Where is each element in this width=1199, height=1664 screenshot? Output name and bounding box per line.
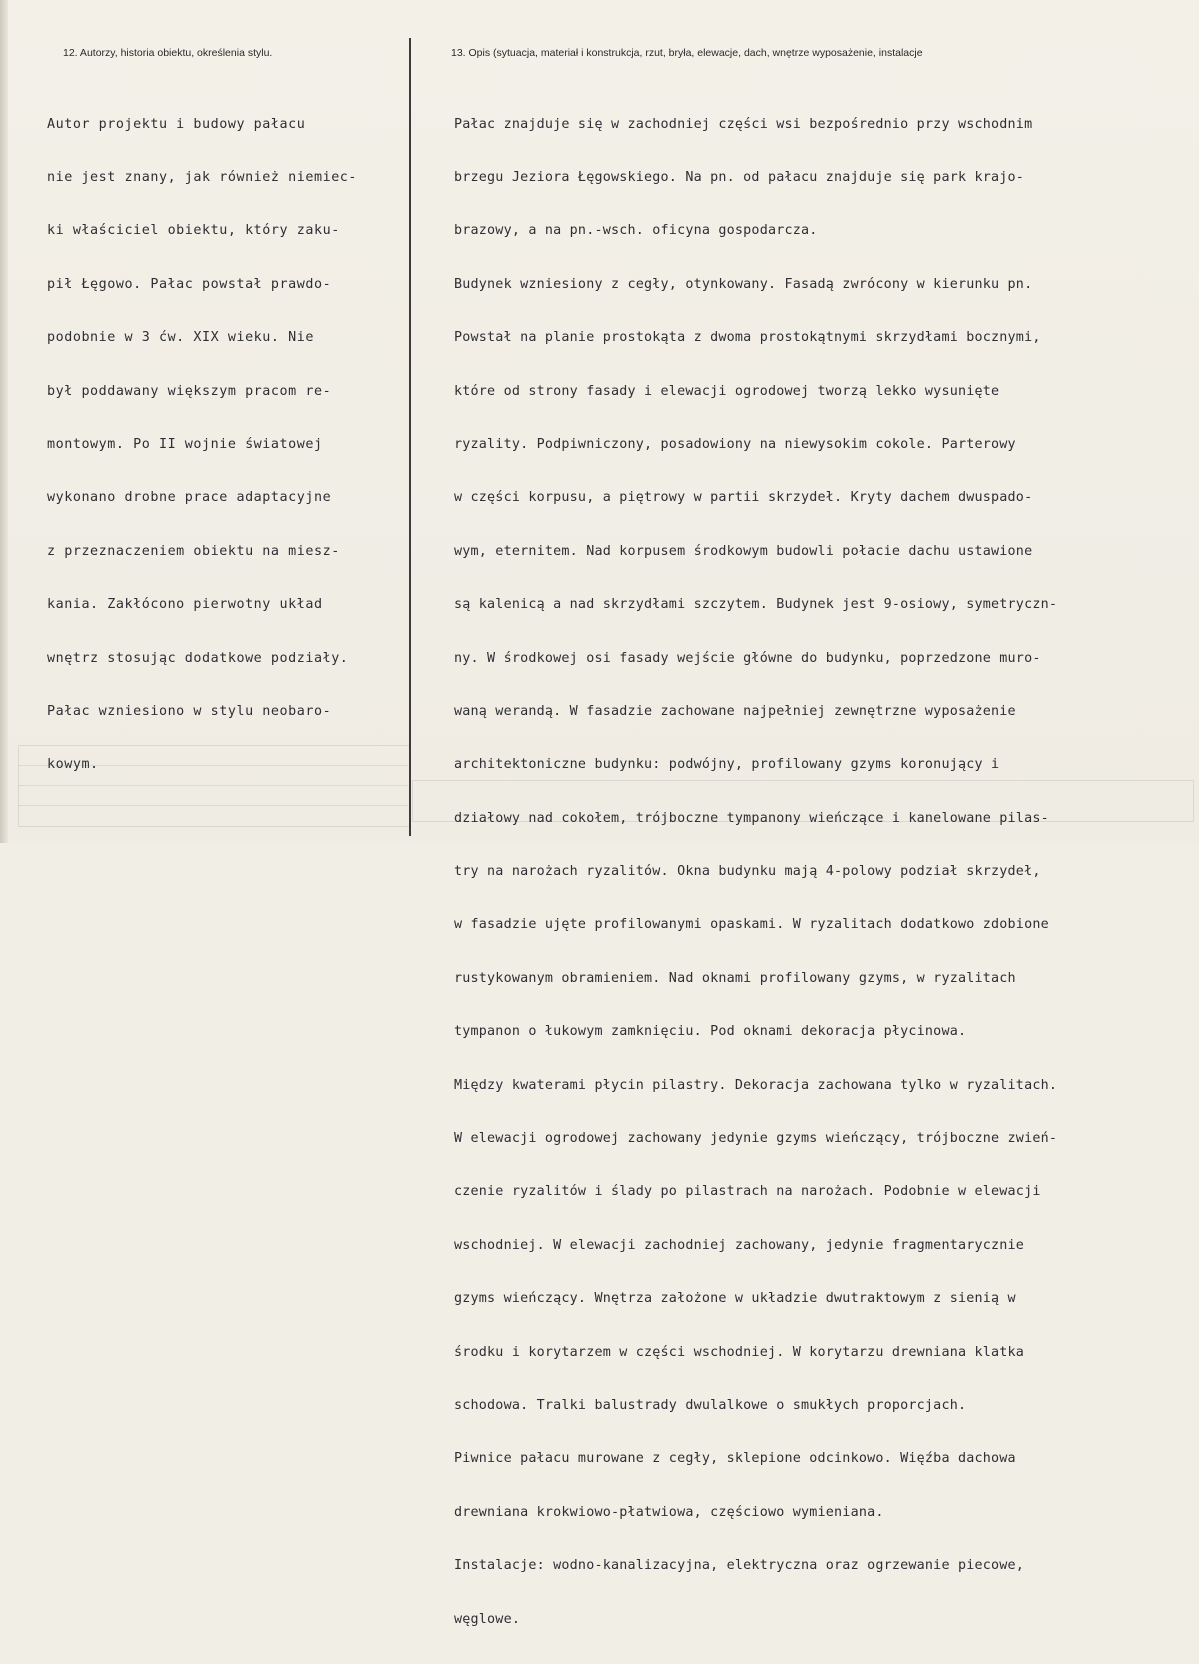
text-line: Autor projektu i budowy pałacu bbox=[47, 116, 306, 132]
text-line: działowy nad cokołem, trójboczne tympanony wieńczące i kanelowane pilas- bbox=[454, 810, 1049, 826]
text-line: montowym. Po II wojnie światowej bbox=[47, 436, 323, 452]
text-line: kania. Zakłócono pierwotny układ bbox=[47, 597, 323, 613]
text-line: waną werandą. W fasadzie zachowane najpełniej zewnętrzne wyposażenie bbox=[454, 703, 1016, 719]
text-line: Instalacje: wodno-kanalizacyjna, elektryczna oraz ogrzewanie piecowe, bbox=[454, 1558, 1025, 1574]
text-line: są kalenicą a nad skrzydłami szczytem. Budynek jest 9-osiowy, symetryczn- bbox=[454, 597, 1058, 613]
text-line: nie jest znany, jak również niemiec- bbox=[47, 169, 358, 185]
text-line: węglowe. bbox=[454, 1611, 521, 1627]
text-line: był poddawany większym pracom re- bbox=[47, 383, 332, 399]
section-13-header: 13. Opis (sytuacja, materiał i konstrukcja, rzut, bryła, elewacje, dach, wnętrze wyposażenie, instalacje bbox=[451, 47, 923, 59]
history-text-block bbox=[47, 80, 357, 810]
text-line: brzegu Jeziora Łęgowskiego. Na pn. od pałacu znajduje się park krajo- bbox=[454, 169, 1025, 185]
text-line: wym, eternitem. Nad korpusem środkowym budowli połacie dachu ustawione bbox=[454, 543, 1033, 559]
description-text-block bbox=[454, 80, 1057, 1664]
text-line: schodowa. Tralki balustrady dwulalkowe o smukłych proporcjach. bbox=[454, 1397, 967, 1413]
paper-edge-shadow bbox=[0, 0, 8, 843]
text-line: Pałac znajduje się w zachodniej części wsi bezpośrednio przy wschodnim bbox=[454, 116, 1033, 132]
text-line: W elewacji ogrodowej zachowany jedynie gzyms wieńczący, trójboczne zwień- bbox=[454, 1131, 1058, 1147]
text-line: pił Łęgowo. Pałac powstał prawdo- bbox=[47, 276, 332, 292]
text-line: try na narożach ryzalitów. Okna budynku mają 4-polowy podział skrzydeł, bbox=[454, 864, 1041, 880]
text-line: ny. W środkowej osi fasady wejście główne do budynku, poprzedzone muro- bbox=[454, 650, 1041, 666]
text-line: w fasadzie ujęte profilowanymi opaskami. W ryzalitach dodatkowo zdobione bbox=[454, 917, 1049, 933]
text-line: ki właściciel obiektu, który zaku- bbox=[47, 223, 340, 239]
text-line: architektoniczne budynku: podwójny, profilowany gzyms koronujący i bbox=[454, 757, 1000, 773]
text-line: wykonano drobne prace adaptacyjne bbox=[47, 490, 332, 506]
text-line: Między kwaterami płycin pilastry. Dekoracja zachowana tylko w ryzalitach. bbox=[454, 1077, 1058, 1093]
text-line: w części korpusu, a piętrowy w partii skrzydeł. Kryty dachem dwuspado- bbox=[454, 490, 1033, 506]
text-line: Piwnice pałacu murowane z cegły, sklepione odcinkowo. Więźba dachowa bbox=[454, 1451, 1016, 1467]
section-12-header: 12. Autorzy, historia obiektu, określenia stylu. bbox=[63, 47, 273, 59]
text-line: Pałac wzniesiono w stylu neobaro- bbox=[47, 703, 332, 719]
text-line: z przeznaczeniem obiektu na miesz- bbox=[47, 543, 340, 559]
text-line: środku i korytarzem w części wschodniej. W korytarzu drewniana klatka bbox=[454, 1344, 1025, 1360]
text-line: brazowy, a na pn.-wsch. oficyna gospodarcza. bbox=[454, 223, 818, 239]
text-line: drewniana krokwiowo-płatwiowa, częściowo wymieniana. bbox=[454, 1504, 884, 1520]
text-line: gzyms wieńczący. Wnętrza założone w układzie dwutraktowym z sienią w bbox=[454, 1291, 1016, 1307]
column-divider bbox=[409, 38, 411, 836]
text-line: wnętrz stosując dodatkowe podziały. bbox=[47, 650, 349, 666]
text-line: podobnie w 3 ćw. XIX wieku. Nie bbox=[47, 330, 314, 346]
text-line: rustykowanym obramieniem. Nad oknami profilowany gzyms, w ryzalitach bbox=[454, 970, 1016, 986]
text-line: wschodniej. W elewacji zachodniej zachowany, jedynie fragmentarycznie bbox=[454, 1237, 1025, 1253]
text-line: czenie ryzalitów i ślady po pilastrach na narożach. Podobnie w elewacji bbox=[454, 1184, 1041, 1200]
text-line: tympanon o łukowym zamknięciu. Pod oknami dekoracja płycinowa. bbox=[454, 1024, 967, 1040]
text-line: Budynek wzniesiony z cegły, otynkowany. Fasadą zwrócony w kierunku pn. bbox=[454, 276, 1033, 292]
text-line: ryzality. Podpiwniczony, posadowiony na niewysokim cokole. Parterowy bbox=[454, 436, 1016, 452]
text-line: kowym. bbox=[47, 757, 99, 773]
text-line: Powstał na planie prostokąta z dwoma prostokątnymi skrzydłami bocznymi, bbox=[454, 330, 1041, 346]
text-line: które od strony fasady i elewacji ogrodowej tworzą lekko wysunięte bbox=[454, 383, 1000, 399]
